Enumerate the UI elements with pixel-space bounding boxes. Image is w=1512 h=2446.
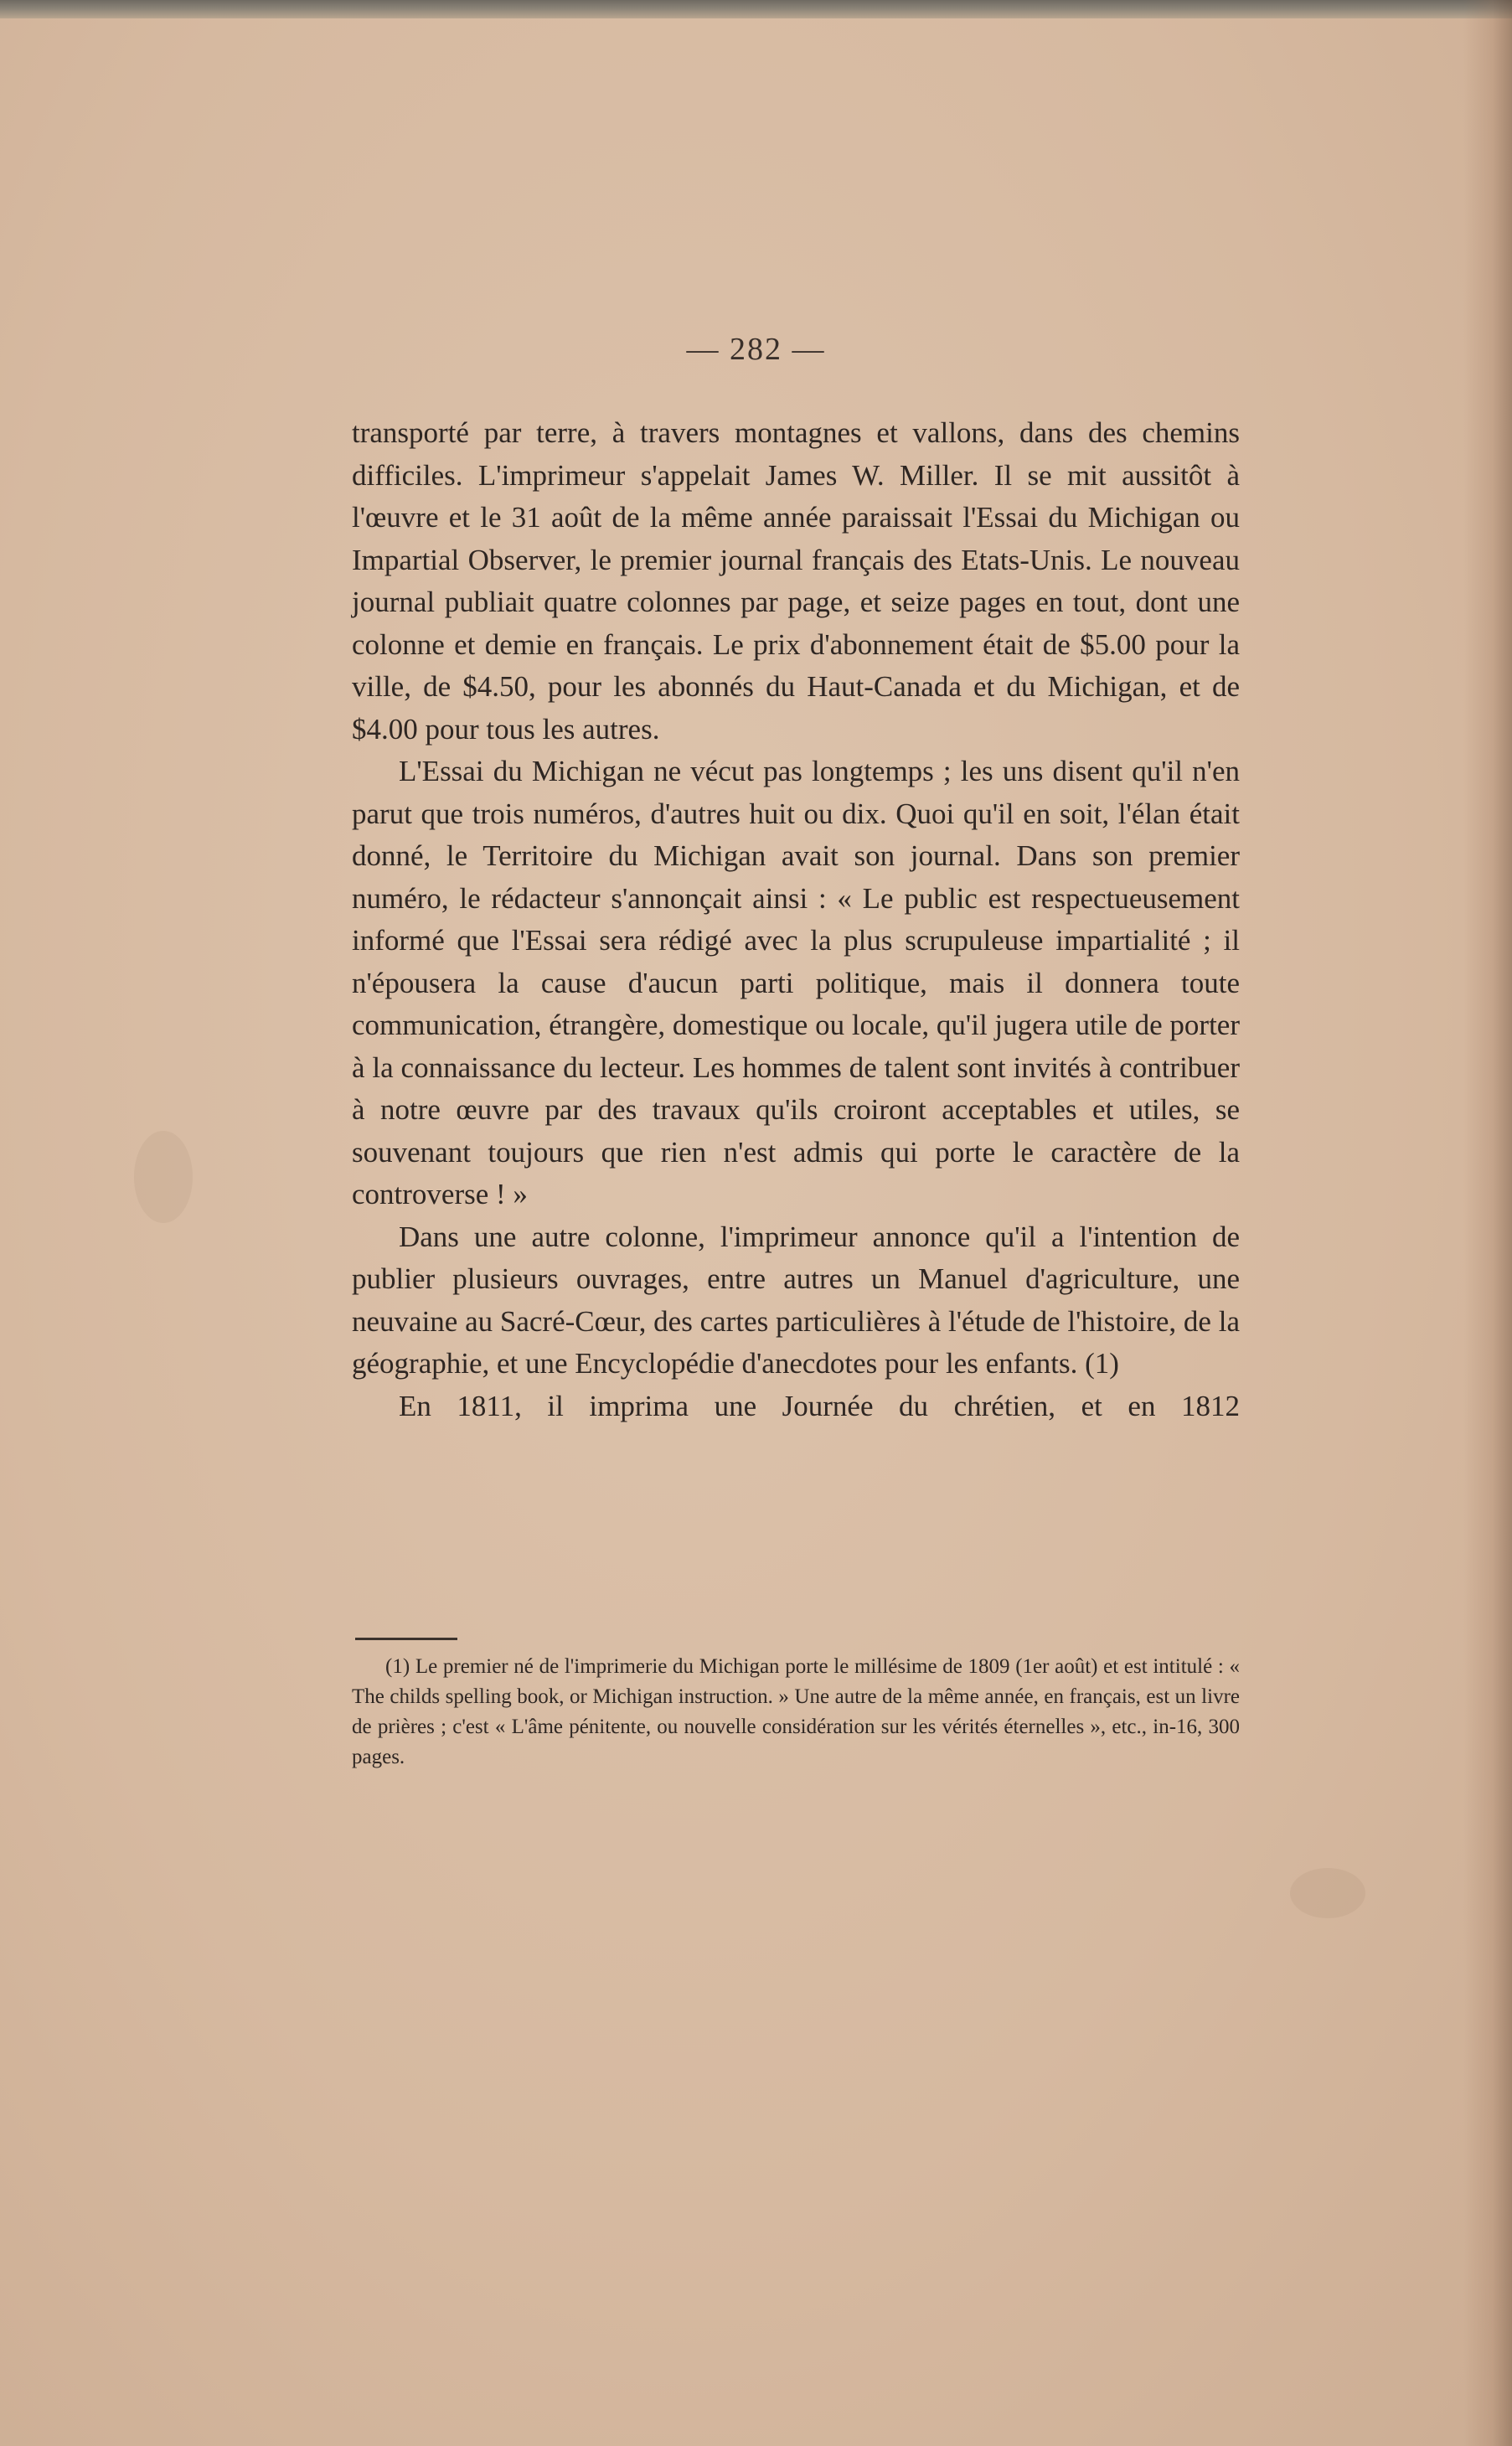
paragraph: Dans une autre colonne, l'imprimeur annonce qu'il a l'intention de publier plusieurs ouvrages, entre autres un Manuel d'agriculture, une neuvaine au Sacré-Cœur, des cartes particulières à l'étude de l'histoire, de la géographie, et une Encyclopédie d'anecdotes pour les enfants. (1) xyxy=(352,1220,1240,1380)
paragraph: transporté par terre, à travers montagnes et vallons, dans des chemins difficiles. L'imprimeur s'appelait James W. Miller. Il se mit aussitôt à l'œuvre et le 31 août de la même année paraissait l'Essai du Michigan ou Impartial Observer, le premier journal français des Etats-Unis. Le nouveau journal publiait quatre colonnes par page, et seize pages en tout, dont une colonne et demie en français. Le prix d'abonnement était de $5.00 pour la ville, de $4.50, pour les abonnés du Haut-Canada et du Michigan, et de $4.00 pour tous les autres. xyxy=(352,416,1240,746)
footnote-rule xyxy=(355,1638,457,1640)
footnote: (1) Le premier né de l'imprimerie du Michigan porte le millésime de 1809 (1er août) et est intitulé : « The childs spelling book, or Michigan instruction. » Une autre de la même année, en français, est un livre de prières ; c'est « L'âme pénitente, ou nouvelle considération sur les vérités éternelles », etc., in-16, 300 pages. xyxy=(352,1655,1240,1768)
paper-stain xyxy=(1290,1868,1365,1918)
paragraph: L'Essai du Michigan ne vécut pas longtemps ; les uns disent qu'il n'en parut que trois numéros, d'autres huit ou dix. Quoi qu'il en soit, l'élan était donné, le Territoire du Michigan avait son journal. Dans son premier numéro, le rédacteur s'annonçait ainsi : « Le public est respectueusement informé que l'Essai sera rédigé avec la plus scrupuleuse impartialité ; il n'épousera la cause d'aucun parti politique, mais il donnera toute communication, étrangère, domestique ou locale, qu'il jugera utile de porter à la connaissance du lecteur. Les hommes de talent sont invités à contribuer à notre œuvre par des travaux qu'ils croiront acceptables et utiles, se souvenant toujours que rien n'est admis qui porte le caractère de la controverse ! » xyxy=(352,755,1240,1210)
paragraph: En 1811, il imprima une Journée du chrétien, et en 1812 xyxy=(399,1389,1240,1422)
page-number: — 282 — xyxy=(686,332,826,367)
paper-stain xyxy=(134,1131,193,1223)
scan-top-edge xyxy=(0,0,1512,18)
main-text xyxy=(352,412,1240,1427)
